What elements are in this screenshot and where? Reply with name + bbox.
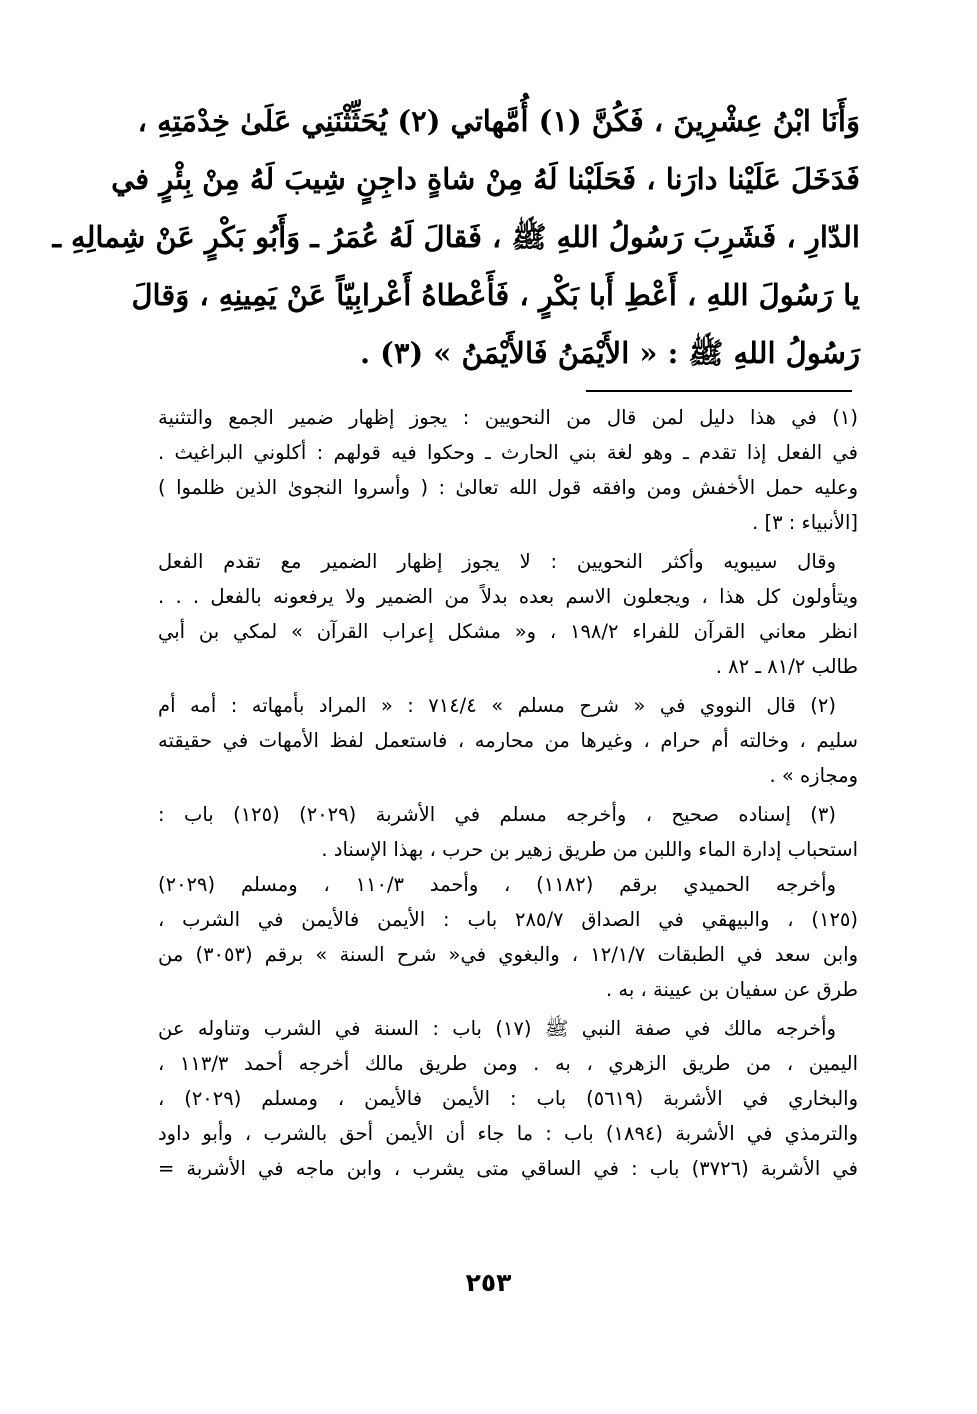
- hadith-line: رَسُولُ اللهِ ﷺ : « الأَيْمَنُ فَالأَيْمَنُ » (٣) .: [359, 336, 860, 370]
- footnote-line: (١) في هذا دليل لمن قال من النحويين : يجوز إظهار ضمير الجمع والتثنية: [158, 406, 858, 429]
- footnote-line: وعليه حمل الأخفش ومن وافقه قول الله تعالىٰ : ( وأسروا النجوىٰ الذين ظلموا ): [158, 476, 858, 499]
- footnote-line: استحباب إدارة الماء واللبن من طريق زهير بن حرب ، بهذا الإسناد .: [321, 838, 858, 861]
- footnote-line: في الفعل إذا تقدم ـ وهو لغة بني الحارث ـ وحكوا فيه قولهم : أكلوني البراغيث .: [158, 441, 858, 464]
- footnote-line: في الأشربة (٣٧٢٦) باب : في الساقي متى يشرب ، وابن ماجه في الأشربة =: [158, 1157, 858, 1180]
- footnote-line: والترمذي في الأشربة (١٨٩٤) باب : ما جاء أن الأيمن أحق بالشرب ، وأبو داود: [158, 1122, 858, 1145]
- footnote-line: [الأنبياء : ٣] .: [752, 511, 858, 534]
- footnote-line: انظر معاني القرآن للفراء ١٩٨/٢ ، و« مشكل إعراب القرآن » لمكي بن أبي: [158, 620, 858, 643]
- footnote-line: وابن سعد في الطبقات ١٢/١/٧ ، والبغوي في« شرح السنة » برقم (٣٠٥٣) من: [158, 943, 858, 966]
- footnote-line: ويتأولون كل هذا ، ويجعلون الاسم بعده بدلاً من الضمير ولا يرفعونه بالفعل . . .: [158, 585, 858, 608]
- footnote-separator: [586, 390, 852, 392]
- footnotes: [158, 400, 858, 1186]
- footnote-line: طرق عن سفيان بن عيينة ، به .: [605, 978, 858, 1001]
- footnote-line: وأخرجه الحميدي برقم (١١٨٢) ، وأحمد ١١٠/٣ ، ومسلم (٢٠٢٩): [158, 873, 836, 896]
- hadith-line: الدّارِ ، فَشَرِبَ رَسُولُ اللهِ ﷺ ، فَقالَ لَهُ عُمَرُ ـ وَأَبُو بَكْرٍ عَنْ شِمالِهِ ـ: [52, 220, 860, 254]
- footnote-line: ومجازه » .: [769, 764, 858, 787]
- hadith-line: وَأَنَا ابْنُ عِشْرِينَ ، فَكُنَّ (١) أُمَّهاتي (٢) يُحَثِّثْنَنِي عَلَىٰ خِدْمَتِهِ ،: [137, 104, 860, 138]
- footnote-line: طالب ٨١/٢ ـ ٨٢ .: [715, 655, 858, 678]
- hadith-text: [52, 92, 860, 382]
- footnote-line: سليم ، وخالته أم حرام ، وغيرها من محارمه ، فاستعمل لفظ الأمهات في حقيقته: [158, 729, 858, 752]
- footnote-line: وأخرجه مالك في صفة النبي ﷺ (١٧) باب : السنة في الشرب وتناوله عن: [158, 1017, 836, 1040]
- footnote-line: (٣) إسناده صحيح ، وأخرجه مسلم في الأشربة (٢٠٢٩) (١٢٥) باب :: [158, 803, 836, 826]
- hadith-line: فَدَخَلَ عَلَيْنا دارَنا ، فَحَلَبْنا لَهُ مِنْ شاةٍ داجِنٍ شِيبَ لَهُ مِنْ بِئْرٍ في: [111, 162, 860, 196]
- page-number: ٢٥٣: [465, 1268, 512, 1297]
- footnote-line: (٢) قال النووي في « شرح مسلم » ٧١٤/٤ : « المراد بأمهاته : أمه أم: [158, 694, 836, 717]
- footnote-line: والبخاري في الأشربة (٥٦١٩) باب : الأيمن فالأيمن ، ومسلم (٢٠٢٩) ،: [158, 1087, 858, 1110]
- footnote-line: اليمين ، من طريق الزهري ، به . ومن طريق مالك أخرجه أحمد ١١٣/٣ ،: [158, 1052, 858, 1075]
- hadith-line: يا رَسُولَ اللهِ ، أَعْطِ أَبا بَكْرٍ ، فَأَعْطاهُ أَعْرابِيّاً عَنْ يَمِينِهِ ، وَقالَ: [131, 278, 860, 312]
- footnote-line: وقال سيبويه وأكثر النحويين : لا يجوز إظهار الضمير مع تقدم الفعل: [158, 550, 836, 573]
- footnote-line: (١٢٥) ، والبيهقي في الصداق ٢٨٥/٧ باب : الأيمن فالأيمن في الشرب ،: [158, 908, 859, 931]
